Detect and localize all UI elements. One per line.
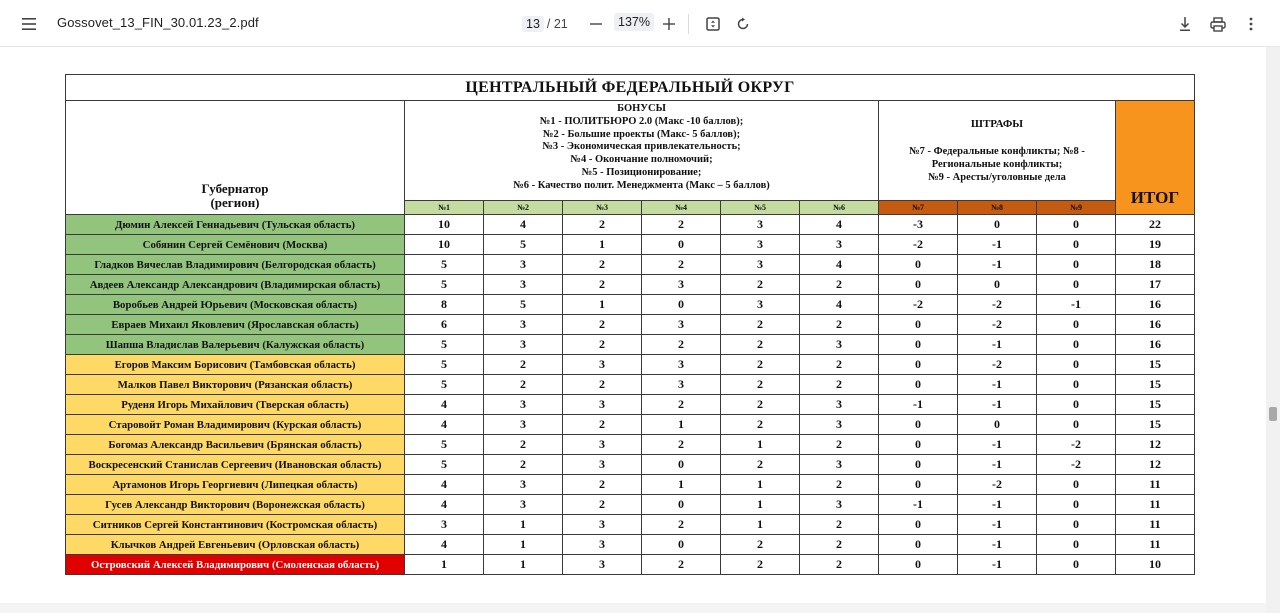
score-cell: 3: [405, 515, 484, 535]
score-cell: 10: [405, 235, 484, 255]
score-cell: -1: [958, 235, 1037, 255]
score-cell: 0: [642, 295, 721, 315]
zoom-in-icon[interactable]: [655, 10, 683, 38]
score-cell: 4: [405, 415, 484, 435]
total-cell: 11: [1116, 475, 1195, 495]
penalty-header: ШТРАФЫ №7 - Федеральные конфликты; №8 - Региональные конфликты; №9 - Аресты/уголовные дела: [879, 101, 1116, 201]
total-cell: 15: [1116, 375, 1195, 395]
score-cell: 3: [484, 275, 563, 295]
governor-name: Богомаз Александр Васильевич (Брянская область): [66, 435, 405, 455]
scrollbar-thumb[interactable]: [1269, 407, 1277, 421]
score-cell: -1: [958, 395, 1037, 415]
score-cell: 0: [879, 415, 958, 435]
total-cell: 11: [1116, 495, 1195, 515]
page-indicator: [522, 13, 568, 34]
score-cell: 3: [800, 455, 879, 475]
score-cell: -1: [958, 515, 1037, 535]
bonus-header: БОНУСЫ №1 - ПОЛИТБЮРО 2.0 (Макс -10 баллов); №2 - Большие проекты (Макс- 5 баллов); №3 - Экономическая привлекательность; №4 - Окончание полномочий; №5 - Позиционирование; №6 - Качество полит. Менеджмента (Макс – 5 баллов): [405, 101, 879, 201]
score-cell: 4: [405, 395, 484, 415]
score-cell: 2: [484, 375, 563, 395]
score-cell: 0: [879, 475, 958, 495]
score-cell: 6: [405, 315, 484, 335]
score-cell: 5: [405, 355, 484, 375]
score-cell: 0: [958, 415, 1037, 435]
score-cell: 0: [642, 235, 721, 255]
column-number-2: №2: [484, 201, 563, 215]
toolbar-divider: [688, 14, 689, 34]
score-cell: 0: [1037, 555, 1116, 575]
score-cell: -2: [1037, 455, 1116, 475]
score-cell: 3: [563, 555, 642, 575]
score-cell: 2: [800, 515, 879, 535]
score-cell: 5: [405, 435, 484, 455]
score-cell: 2: [642, 395, 721, 415]
score-cell: 2: [800, 375, 879, 395]
score-cell: 0: [879, 315, 958, 335]
table-body: [66, 215, 1195, 575]
zoom-input[interactable]: 137%: [614, 13, 654, 31]
rotate-icon[interactable]: [729, 10, 757, 38]
column-number-9: №9: [1037, 201, 1116, 215]
score-cell: 2: [800, 535, 879, 555]
print-icon[interactable]: [1204, 10, 1232, 38]
score-cell: 2: [800, 435, 879, 455]
score-cell: 3: [721, 255, 800, 275]
page-total: / 21: [546, 16, 568, 31]
governor-name: Егоров Максим Борисович (Тамбовская область): [66, 355, 405, 375]
score-cell: 0: [1037, 255, 1116, 275]
score-cell: 2: [642, 435, 721, 455]
score-cell: 2: [721, 415, 800, 435]
governor-name: Гладков Вячеслав Владимирович (Белгородская область): [66, 255, 405, 275]
score-cell: 5: [405, 335, 484, 355]
score-cell: 0: [1037, 515, 1116, 535]
score-cell: 3: [721, 295, 800, 315]
score-cell: 2: [563, 315, 642, 335]
governor-header: Губернатор (регион): [66, 101, 405, 215]
score-cell: 2: [721, 315, 800, 335]
score-cell: 0: [879, 535, 958, 555]
score-cell: 0: [879, 255, 958, 275]
total-cell: 11: [1116, 535, 1195, 555]
score-cell: 2: [800, 315, 879, 335]
total-header: ИТОГ: [1116, 101, 1195, 215]
score-cell: 1: [642, 415, 721, 435]
table-row: [66, 555, 1195, 575]
table-row: [66, 375, 1195, 395]
table-row: [66, 275, 1195, 295]
governor-name: Ситников Сергей Константинович (Костромская область): [66, 515, 405, 535]
pdf-page: [65, 74, 1195, 575]
score-cell: 3: [563, 355, 642, 375]
fit-page-icon[interactable]: [699, 10, 727, 38]
score-cell: -1: [958, 455, 1037, 475]
score-cell: 2: [721, 395, 800, 415]
score-cell: -2: [958, 315, 1037, 335]
score-cell: 0: [1037, 275, 1116, 295]
score-cell: 2: [484, 355, 563, 375]
score-cell: 0: [1037, 535, 1116, 555]
score-cell: 2: [563, 475, 642, 495]
score-cell: 2: [721, 555, 800, 575]
score-cell: 0: [958, 215, 1037, 235]
score-cell: 1: [563, 235, 642, 255]
score-cell: 3: [642, 275, 721, 295]
score-cell: 1: [484, 555, 563, 575]
score-cell: 3: [800, 495, 879, 515]
score-cell: 0: [879, 335, 958, 355]
score-cell: -1: [958, 495, 1037, 515]
total-cell: 12: [1116, 435, 1195, 455]
score-cell: 2: [563, 335, 642, 355]
score-cell: -2: [879, 295, 958, 315]
score-cell: 4: [800, 255, 879, 275]
score-cell: 0: [1037, 475, 1116, 495]
score-cell: -2: [879, 235, 958, 255]
score-cell: 2: [563, 255, 642, 275]
governor-name: Дюмин Алексей Геннадьевич (Тульская область): [66, 215, 405, 235]
score-cell: 3: [800, 395, 879, 415]
score-cell: 3: [563, 455, 642, 475]
table-row: [66, 495, 1195, 515]
column-number-5: №5: [721, 201, 800, 215]
governor-name: Евраев Михаил Яковлевич (Ярославская область): [66, 315, 405, 335]
score-cell: 0: [879, 455, 958, 475]
score-cell: -1: [879, 395, 958, 415]
table-row: [66, 235, 1195, 255]
score-cell: 3: [642, 375, 721, 395]
score-cell: 2: [721, 335, 800, 355]
score-cell: 1: [721, 475, 800, 495]
score-cell: 5: [405, 455, 484, 475]
score-cell: 0: [879, 435, 958, 455]
more-icon[interactable]: [1237, 10, 1265, 38]
score-cell: -1: [958, 255, 1037, 275]
score-cell: 2: [642, 515, 721, 535]
score-cell: 2: [800, 475, 879, 495]
score-cell: -1: [958, 555, 1037, 575]
governor-name: Воскресенский Станислав Сергеевич (Ивановская область): [66, 455, 405, 475]
table-row: [66, 415, 1195, 435]
page-number-input[interactable]: 13: [522, 16, 544, 32]
zoom-out-icon[interactable]: [582, 10, 610, 38]
score-cell: 1: [405, 555, 484, 575]
total-cell: 16: [1116, 335, 1195, 355]
score-cell: -1: [958, 335, 1037, 355]
score-cell: 4: [484, 215, 563, 235]
governor-name: Гусев Александр Викторович (Воронежская область): [66, 495, 405, 515]
score-cell: 5: [405, 275, 484, 295]
column-number-3: №3: [563, 201, 642, 215]
total-cell: 10: [1116, 555, 1195, 575]
governor-name: Собянин Сергей Семёнович (Москва): [66, 235, 405, 255]
scores-table: [65, 74, 1195, 575]
total-cell: 17: [1116, 275, 1195, 295]
score-cell: 3: [800, 415, 879, 435]
governor-name: Старовойт Роман Владимирович (Курская область): [66, 415, 405, 435]
score-cell: 3: [563, 535, 642, 555]
score-cell: 0: [879, 275, 958, 295]
table-row: [66, 315, 1195, 335]
total-cell: 15: [1116, 355, 1195, 375]
score-cell: 0: [1037, 415, 1116, 435]
score-cell: 1: [721, 435, 800, 455]
score-cell: 3: [721, 215, 800, 235]
governor-name: Воробьев Андрей Юрьевич (Московская область): [66, 295, 405, 315]
score-cell: -3: [879, 215, 958, 235]
score-cell: 1: [642, 475, 721, 495]
score-cell: -2: [958, 355, 1037, 375]
total-cell: 18: [1116, 255, 1195, 275]
table-row: [66, 355, 1195, 375]
score-cell: 4: [405, 495, 484, 515]
score-cell: 4: [800, 215, 879, 235]
score-cell: 4: [405, 475, 484, 495]
governor-name: Клычков Андрей Евгеньевич (Орловская область): [66, 535, 405, 555]
table-row: [66, 395, 1195, 415]
score-cell: 1: [484, 535, 563, 555]
score-cell: 3: [484, 475, 563, 495]
score-cell: 2: [563, 495, 642, 515]
document-title: Gossovet_13_FIN_30.01.23_2.pdf: [57, 15, 259, 30]
table-row: [66, 455, 1195, 475]
score-cell: 3: [484, 415, 563, 435]
column-number-6: №6: [800, 201, 879, 215]
score-cell: -2: [958, 475, 1037, 495]
score-cell: -1: [1037, 295, 1116, 315]
total-cell: 16: [1116, 315, 1195, 335]
page-gap: [0, 603, 1266, 613]
score-cell: 0: [642, 535, 721, 555]
total-cell: 19: [1116, 235, 1195, 255]
governor-name: Артамонов Игорь Георгиевич (Липецкая область): [66, 475, 405, 495]
score-cell: 5: [484, 235, 563, 255]
score-cell: 3: [484, 255, 563, 275]
score-cell: 3: [642, 355, 721, 375]
score-cell: 3: [563, 395, 642, 415]
score-cell: 1: [721, 495, 800, 515]
total-cell: 11: [1116, 515, 1195, 535]
score-cell: 4: [405, 535, 484, 555]
score-cell: 2: [721, 275, 800, 295]
score-cell: 0: [1037, 395, 1116, 415]
score-cell: 0: [1037, 215, 1116, 235]
table-row: [66, 475, 1195, 495]
table-row: [66, 215, 1195, 235]
score-cell: 1: [563, 295, 642, 315]
table-row: [66, 255, 1195, 275]
score-cell: 2: [721, 375, 800, 395]
score-cell: 2: [642, 255, 721, 275]
column-number-7: №7: [879, 201, 958, 215]
score-cell: 5: [405, 375, 484, 395]
score-cell: 2: [563, 415, 642, 435]
pdf-toolbar: [0, 0, 1280, 47]
vertical-scrollbar[interactable]: [1266, 47, 1280, 613]
score-cell: 2: [484, 455, 563, 475]
score-cell: 2: [484, 435, 563, 455]
score-cell: 2: [721, 355, 800, 375]
total-cell: 22: [1116, 215, 1195, 235]
download-icon[interactable]: [1171, 10, 1199, 38]
score-cell: 2: [721, 535, 800, 555]
score-cell: 0: [879, 515, 958, 535]
table-row: [66, 295, 1195, 315]
score-cell: 2: [642, 335, 721, 355]
table-title: ЦЕНТРАЛЬНЫЙ ФЕДЕРАЛЬНЫЙ ОКРУГ: [66, 75, 1195, 101]
column-number-8: №8: [958, 201, 1037, 215]
table-row: [66, 435, 1195, 455]
total-cell: 12: [1116, 455, 1195, 475]
score-cell: -1: [879, 495, 958, 515]
score-cell: -2: [958, 295, 1037, 315]
score-cell: 0: [1037, 335, 1116, 355]
score-cell: 2: [800, 275, 879, 295]
score-cell: 4: [800, 295, 879, 315]
score-cell: 3: [800, 335, 879, 355]
score-cell: 2: [800, 555, 879, 575]
score-cell: 2: [642, 555, 721, 575]
score-cell: 3: [484, 395, 563, 415]
score-cell: 1: [484, 515, 563, 535]
column-number-4: №4: [642, 201, 721, 215]
menu-icon[interactable]: [15, 10, 43, 38]
score-cell: 0: [879, 375, 958, 395]
score-cell: 0: [642, 455, 721, 475]
score-cell: -1: [958, 435, 1037, 455]
score-cell: 3: [721, 235, 800, 255]
governor-name: Авдеев Александр Александрович (Владимирская область): [66, 275, 405, 295]
score-cell: 0: [958, 275, 1037, 295]
score-cell: 2: [563, 275, 642, 295]
score-cell: 0: [1037, 375, 1116, 395]
score-cell: 0: [1037, 495, 1116, 515]
score-cell: 3: [563, 515, 642, 535]
score-cell: 5: [484, 295, 563, 315]
score-cell: 3: [484, 495, 563, 515]
governor-name: Островский Алексей Владимирович (Смоленская область): [66, 555, 405, 575]
governor-name: Малков Павел Викторович (Рязанская область): [66, 375, 405, 395]
score-cell: 2: [563, 215, 642, 235]
score-cell: 0: [879, 555, 958, 575]
score-cell: 0: [1037, 315, 1116, 335]
score-cell: 0: [642, 495, 721, 515]
score-cell: 8: [405, 295, 484, 315]
score-cell: 2: [563, 375, 642, 395]
total-cell: 15: [1116, 395, 1195, 415]
score-cell: 0: [879, 355, 958, 375]
score-cell: 2: [800, 355, 879, 375]
score-cell: 3: [484, 335, 563, 355]
column-number-1: №1: [405, 201, 484, 215]
score-cell: 0: [1037, 355, 1116, 375]
score-cell: 2: [642, 215, 721, 235]
table-row: [66, 335, 1195, 355]
score-cell: -2: [1037, 435, 1116, 455]
score-cell: 1: [721, 515, 800, 535]
score-cell: 10: [405, 215, 484, 235]
total-cell: 16: [1116, 295, 1195, 315]
table-row: [66, 515, 1195, 535]
score-cell: -1: [958, 375, 1037, 395]
governor-name: Шапша Владислав Валерьевич (Калужская область): [66, 335, 405, 355]
score-cell: -1: [958, 535, 1037, 555]
score-cell: 2: [721, 455, 800, 475]
score-cell: 5: [405, 255, 484, 275]
score-cell: 3: [800, 235, 879, 255]
total-cell: 15: [1116, 415, 1195, 435]
table-row: [66, 535, 1195, 555]
governor-name: Руденя Игорь Михайлович (Тверская область): [66, 395, 405, 415]
score-cell: 0: [1037, 235, 1116, 255]
score-cell: 3: [484, 315, 563, 335]
score-cell: 3: [642, 315, 721, 335]
score-cell: 3: [563, 435, 642, 455]
